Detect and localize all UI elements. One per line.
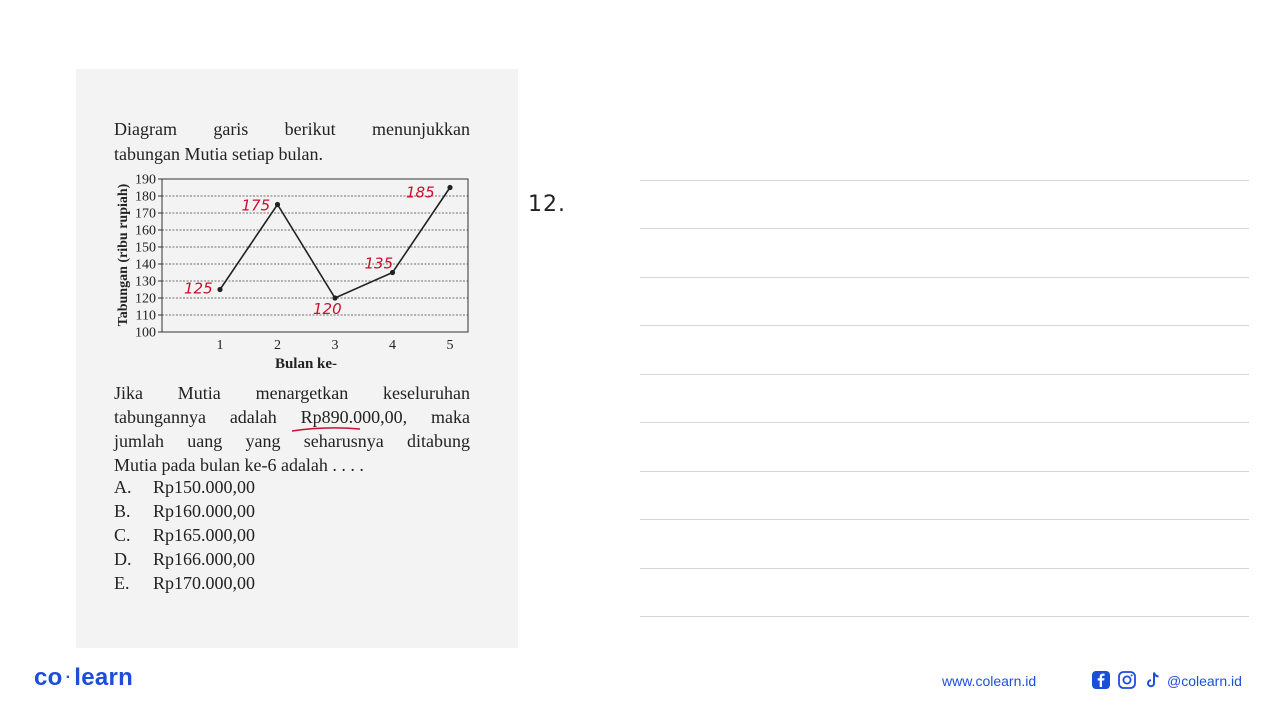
worksheet-rule xyxy=(640,471,1249,472)
option-b[interactable] xyxy=(114,501,255,522)
option-letter: D. xyxy=(114,549,132,569)
option-text: Rp165.000,00 xyxy=(153,525,256,545)
ytick-label: 180 xyxy=(135,189,156,205)
worksheet-rule xyxy=(640,277,1249,278)
data-point xyxy=(217,287,222,292)
worksheet-rule xyxy=(640,180,1249,181)
option-text: Rp170.000,00 xyxy=(153,573,256,593)
option-a[interactable] xyxy=(114,477,255,498)
ytick-label: 130 xyxy=(135,274,156,290)
xtick-label: 1 xyxy=(216,338,224,353)
line-chart xyxy=(110,168,480,374)
option-text: Rp150.000,00 xyxy=(153,477,256,497)
ytick-label: 190 xyxy=(135,172,156,188)
ytick-label: 150 xyxy=(135,240,156,256)
worksheet-rule xyxy=(640,422,1249,423)
option-letter: B. xyxy=(114,501,131,521)
option-text: Rp160.000,00 xyxy=(153,501,256,521)
option-text: Rp166.000,00 xyxy=(153,549,256,569)
question-intro-line1: Diagram garis berikut menunjukkan xyxy=(114,119,470,139)
xtick-label: 3 xyxy=(331,338,339,353)
handwritten-value-label: 185 xyxy=(406,183,435,202)
question-body-line1: Jika Mutia menargetkan keseluruhan xyxy=(114,383,470,403)
option-e[interactable] xyxy=(114,573,255,594)
question-body-line3: jumlah uang yang seharusnya ditabung xyxy=(114,431,470,451)
ytick-label: 140 xyxy=(135,257,156,273)
question-intro-line2: tabungan Mutia setiap bulan. xyxy=(114,144,323,164)
option-letter: E. xyxy=(114,573,130,593)
brand-right: learn xyxy=(74,664,134,691)
handwritten-value-label: 125 xyxy=(184,279,213,298)
instagram-icon[interactable] xyxy=(1117,670,1137,690)
ytick-label: 100 xyxy=(135,325,156,341)
option-letter: A. xyxy=(114,477,132,497)
facebook-icon[interactable] xyxy=(1091,670,1111,690)
worksheet-rule xyxy=(640,228,1249,229)
option-letter: C. xyxy=(114,525,131,545)
worksheet-rule xyxy=(640,568,1249,569)
xtick-label: 4 xyxy=(389,338,396,353)
worksheet-rule xyxy=(640,325,1249,326)
social-handle[interactable]: @colearn.id xyxy=(1167,673,1242,689)
ytick-label: 110 xyxy=(135,308,156,324)
handwritten-value-label: 135 xyxy=(364,254,394,273)
handwritten-value-label: 175 xyxy=(241,196,271,215)
website-link[interactable]: www.colearn.id xyxy=(942,673,1037,689)
question-body-line4: Mutia pada bulan ke-6 adalah . . . . xyxy=(114,455,364,475)
xtick-label: 2 xyxy=(274,338,281,353)
brand-left: co xyxy=(34,664,63,691)
worksheet-rule xyxy=(640,616,1249,617)
worksheet-rule xyxy=(640,374,1249,375)
ytick-label: 170 xyxy=(135,206,156,222)
worksheet-number: 12. xyxy=(528,192,566,217)
option-c[interactable] xyxy=(114,525,255,546)
ytick-label: 120 xyxy=(135,291,156,307)
worksheet-rule xyxy=(640,519,1249,520)
data-point xyxy=(447,185,452,190)
handwritten-value-label: 120 xyxy=(313,300,342,318)
ytick-label: 160 xyxy=(135,223,156,239)
brand-dot: · xyxy=(65,669,72,686)
tiktok-icon[interactable] xyxy=(1143,670,1163,690)
data-point xyxy=(275,202,280,207)
question-body-line2: tabungannya adalah Rp890.000,00, maka xyxy=(114,407,470,427)
xtick-label: 5 xyxy=(446,338,454,353)
colearn-logo[interactable] xyxy=(34,664,133,692)
option-d[interactable] xyxy=(114,549,255,570)
chart-xlabel: Bulan ke- xyxy=(274,356,338,372)
chart-ylabel: Tabungan (ribu rupiah) xyxy=(116,183,131,327)
